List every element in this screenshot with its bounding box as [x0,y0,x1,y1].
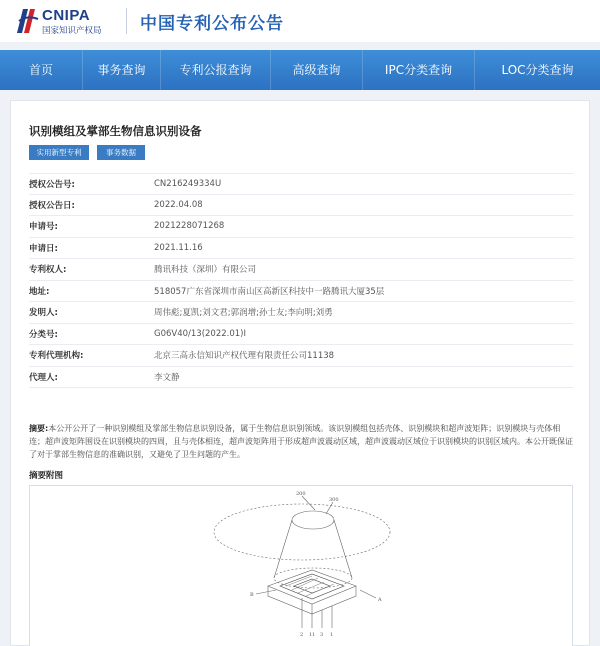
figure-label: B [250,592,254,598]
info-value: 李文静 [154,372,180,383]
info-row-address [29,281,573,303]
info-value: CN216249334U [154,178,222,189]
info-value: 周伟彪;夏凯;刘文君;郭润增;孙士友;李向明;刘勇 [154,308,333,319]
patent-drawing [30,486,573,646]
main-nav [0,50,600,90]
info-row-application-date [29,238,573,260]
nav-item-transaction-query[interactable]: 事务查询 [82,50,160,90]
abstract-figure [29,485,573,646]
info-label: 申请号: [29,222,58,233]
info-value: 2021228071268 [154,221,225,232]
figure-label: 1 [330,632,334,638]
info-row-agent [29,367,573,389]
info-label: 专利权人: [29,265,67,276]
patent-detail-card [10,100,590,646]
info-row-application-number [29,216,573,238]
info-value: 2022.04.08 [154,199,203,210]
info-row-classification [29,324,573,346]
nav-item-gazette-query[interactable]: 专利公报查询 [160,50,270,90]
figure-label: 2 [300,632,304,638]
info-value: 2021.11.16 [154,242,203,253]
figure-label: 200 [296,491,306,497]
info-value: 北京三高永信知识产权代理有限责任公司11138 [154,351,335,362]
info-label: 分类号: [29,329,58,340]
abstract-text: 本公开公开了一种识别模组及掌部生物信息识别设备，属于生物信息识别领域。该识别模组包括壳体、识别模块和超声波矩阵；识别模块与壳体相连；超声波矩阵围设在识别模块的四周，且与壳体相连，超声波矩阵用于形成超声波震动区域，超声波震动区域位于识别模块的识别区域内。本公开既保证了对于掌部生物信息的准确识别，又避免了卫生问题的产生。 [29,424,573,459]
patent-abstract [29,422,573,461]
patent-info-table [29,173,573,388]
logo-text-en: CNIPA [42,7,91,24]
logo-text-cn: 国家知识产权局 [42,26,102,36]
info-value: G06V40/13(2022.01)I [154,328,247,339]
info-label: 专利代理机构: [29,351,84,362]
info-label: 授权公告号: [29,179,75,190]
figure-label: A [378,597,382,603]
cnipa-logo[interactable] [14,5,134,37]
nav-item-ipc-query[interactable]: IPC分类查询 [362,50,474,90]
figure-label: 300 [329,497,339,503]
info-row-agency [29,345,573,367]
info-row-patentee [29,259,573,281]
info-label: 授权公告日: [29,200,75,211]
info-label: 地址: [29,286,50,297]
nav-item-loc-query[interactable]: LOC分类查询 [474,50,600,90]
abstract-figure-title: 摘要附图 [29,471,64,481]
info-row-grant-date [29,195,573,217]
info-label: 代理人: [29,372,58,383]
info-value: 腾讯科技（深圳）有限公司 [154,265,257,276]
abstract-label: 摘要: [29,424,49,433]
info-row-grant-number [29,173,573,195]
info-label: 发明人: [29,308,58,319]
info-label: 申请日: [29,243,58,254]
tag-utility-model[interactable]: 实用新型专利 [29,145,89,160]
info-value: 518057广东省深圳市南山区高新区科技中一路腾讯大厦35层 [154,286,385,297]
site-header [0,0,600,42]
nav-item-home[interactable]: 首页 [28,63,53,77]
patent-title: 识别模组及掌部生物信息识别设备 [29,124,202,138]
figure-label: 11 [309,632,316,638]
figure-label: 3 [320,632,324,638]
cnipa-emblem-icon [14,5,40,37]
info-row-inventors [29,302,573,324]
site-title: 中国专利公布公告 [140,14,284,34]
tag-transaction-data[interactable]: 事务数据 [97,145,145,160]
header-divider [126,8,127,34]
nav-item-advanced-query[interactable]: 高级查询 [270,50,362,90]
